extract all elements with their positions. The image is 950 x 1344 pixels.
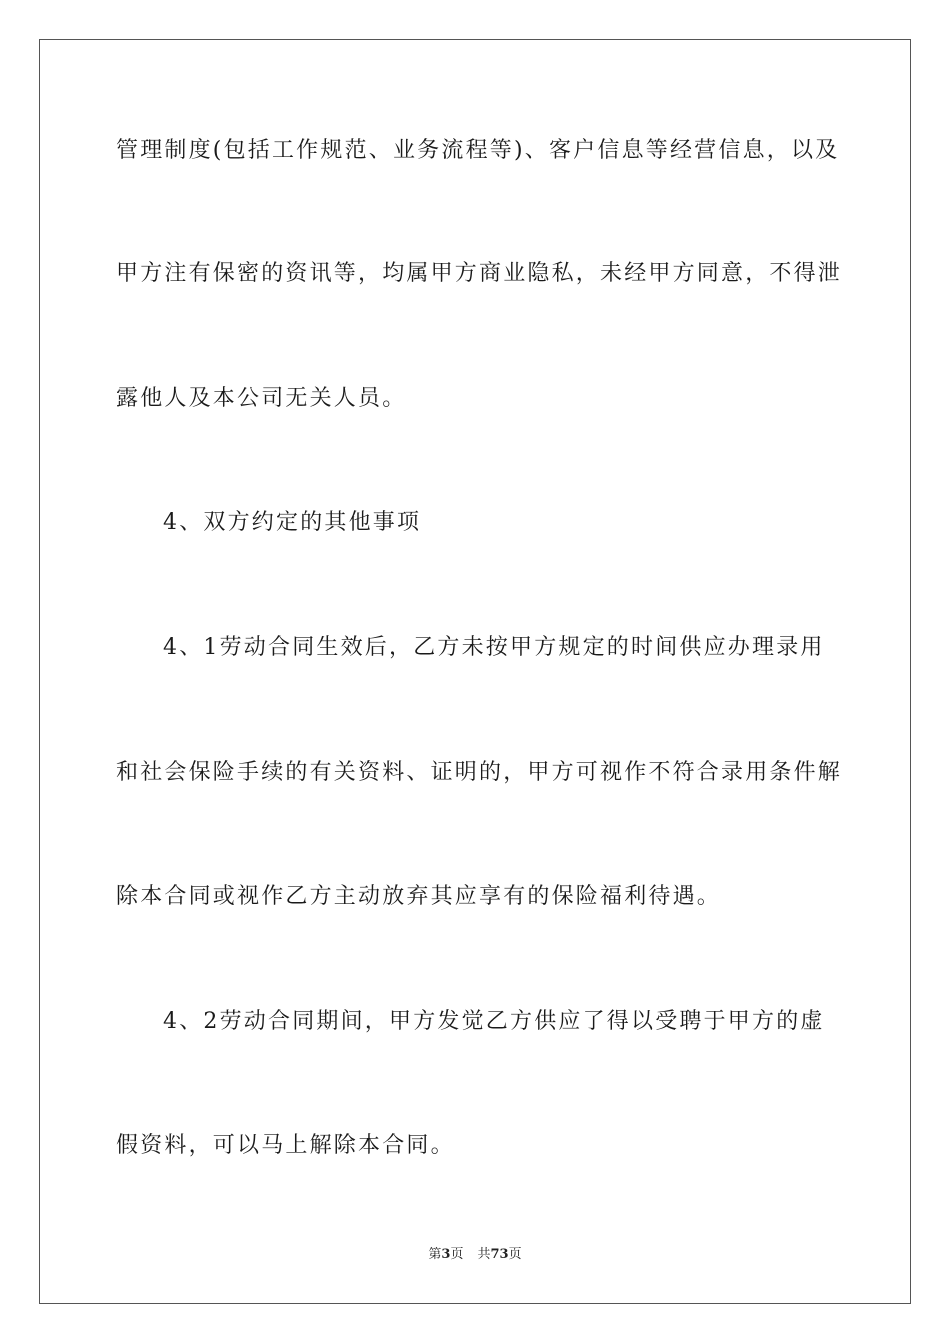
- body-line-1: 管理制度(包括工作规范、业务流程等)、客户信息等经营信息，以及: [116, 138, 840, 163]
- page-border: [39, 39, 911, 1304]
- body-line-9: 假资料，可以马上解除本合同。: [116, 1133, 455, 1158]
- section-heading: 4、双方约定的其他事项: [163, 510, 422, 535]
- total-page-count: 73: [490, 1247, 509, 1262]
- page-footer: [0, 1246, 950, 1264]
- body-line-2: 甲方注有保密的资讯等，均属甲方商业隐私，未经甲方同意，不得泄: [116, 261, 843, 286]
- current-page-number: 3: [441, 1247, 451, 1262]
- body-line-8: 4、2劳动合同期间，甲方发觉乙方供应了得以受聘于甲方的虚: [163, 1009, 825, 1034]
- body-line-3: 露他人及本公司无关人员。: [116, 386, 407, 411]
- page-suffix: 页: [450, 1247, 464, 1262]
- page-prefix: 第: [428, 1247, 442, 1262]
- body-line-7: 除本合同或视作乙方主动放弃其应享有的保险福利待遇。: [116, 884, 722, 909]
- total-suffix: 页: [508, 1247, 522, 1262]
- body-line-5: 4、1劳动合同生效后，乙方未按甲方规定的时间供应办理录用: [163, 635, 825, 660]
- total-prefix: 共: [477, 1247, 491, 1262]
- body-line-6: 和社会保险手续的有关资料、证明的，甲方可视作不符合录用条件解: [116, 760, 843, 785]
